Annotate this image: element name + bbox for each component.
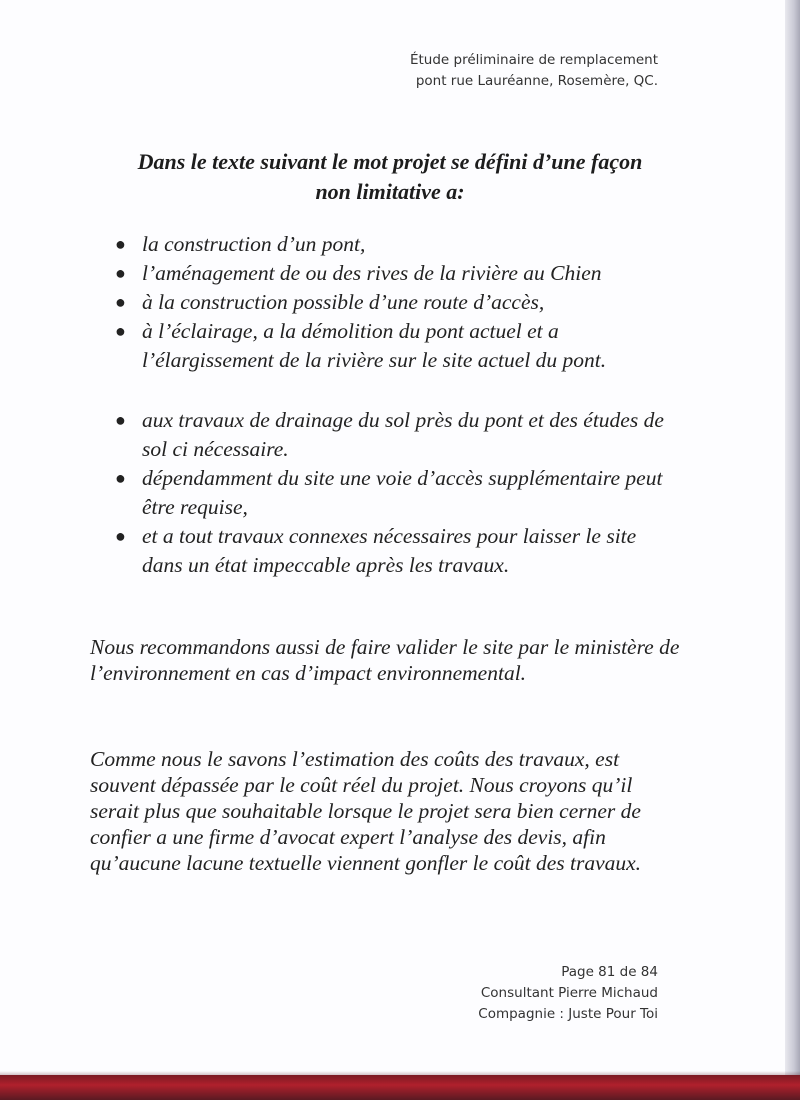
- bullet-icon: ●: [115, 468, 126, 488]
- heading-line-1: Dans le texte suivant le mot projet se défini d’une façon: [137, 149, 643, 174]
- cost-paragraph: Comme nous le savons l’estimation des coûts des travaux, est souvent dépassée par le coût réel du projet. Nous croyons qu’il serait plus que souhaitable lorsque le projet sera bien cerner de confier a une firme d’avocat expert l’analyse des devis, afin qu’aucune lacune textuelle viennent gonfler le coût des travaux.: [90, 747, 642, 875]
- list-item: [115, 259, 675, 288]
- page-footer: [478, 962, 658, 1025]
- project-scope-list-2: [115, 406, 675, 580]
- bullet-icon: ●: [115, 410, 126, 430]
- list-item: [115, 317, 675, 375]
- environment-paragraph: Nous recommandons aussi de faire valider le site par le ministère de l’environnement en cas d’impact environnemental.: [90, 635, 680, 685]
- list-item-text: l’aménagement de ou des rives de la rivière au Chien: [142, 261, 602, 285]
- page-header: [410, 50, 658, 92]
- project-scope-list-1: [115, 230, 675, 375]
- heading-line-2: non limitative a:: [315, 179, 465, 204]
- list-item-text: à l’éclairage, a la démolition du pont actuel et a l’élargissement de la rivière sur le site actuel du pont.: [142, 319, 607, 372]
- definition-heading: [95, 147, 685, 207]
- company-name: Compagnie : Juste Pour Toi: [478, 1006, 658, 1022]
- list-item: [115, 406, 675, 464]
- list-item-text: à la construction possible d’une route d’accès,: [142, 290, 545, 314]
- page-edge-right: [785, 0, 800, 1100]
- page-number: Page 81 de 84: [561, 964, 658, 980]
- header-line-1: Étude préliminaire de remplacement: [409, 52, 658, 68]
- bullet-icon: ●: [115, 526, 126, 546]
- list-item: [115, 230, 675, 259]
- bullet-icon: ●: [115, 234, 126, 254]
- list-item-text: dépendamment du site une voie d’accès supplémentaire peut être requise,: [142, 466, 663, 519]
- list-item: [115, 288, 675, 317]
- bullet-icon: ●: [115, 263, 126, 283]
- header-line-2: pont rue Lauréanne, Rosemère, QC.: [415, 73, 658, 89]
- list-item: [115, 522, 675, 580]
- cover-edge-bottom: [0, 1075, 800, 1100]
- list-item: [115, 464, 675, 522]
- consultant-name: Consultant Pierre Michaud: [480, 985, 658, 1001]
- bullet-icon: ●: [115, 292, 126, 312]
- list-item-text: aux travaux de drainage du sol près du pont et des études de sol ci nécessaire.: [142, 408, 664, 461]
- bullet-icon: ●: [115, 321, 126, 341]
- list-item-text: et a tout travaux connexes nécessaires pour laisser le site dans un état impeccable après les travaux.: [142, 524, 637, 577]
- list-item-text: la construction d’un pont,: [142, 232, 366, 256]
